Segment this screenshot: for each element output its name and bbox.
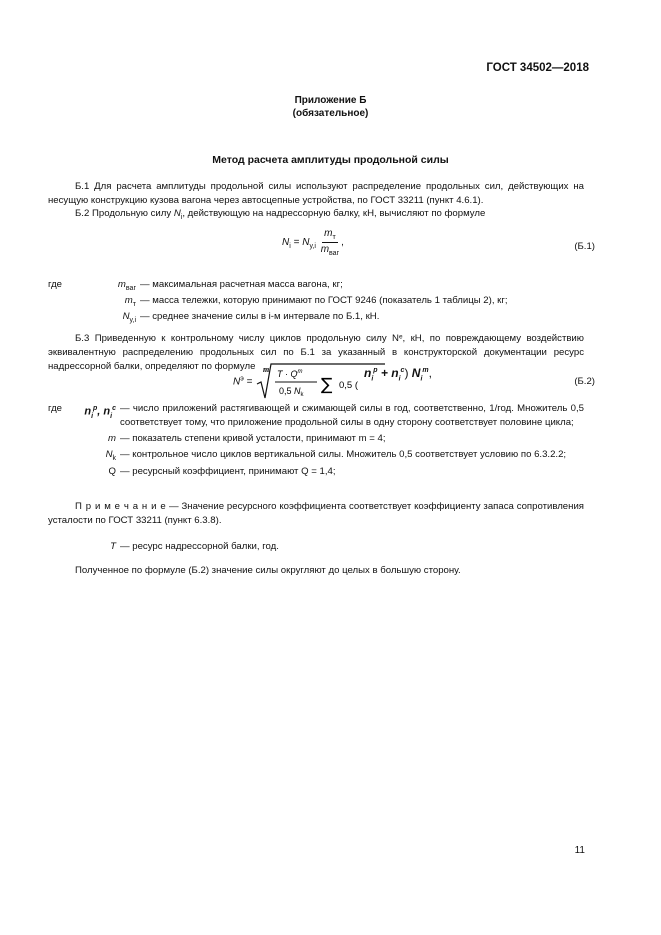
definition-symbol: $m_т$: [124, 295, 136, 308]
definition-symbol: $N_k$: [105, 449, 116, 462]
paragraph-b2-end: , действующую на надрессорную балку, кН, вычисляют по формуле: [182, 208, 486, 219]
definition-text: — число приложений растягивающей и сжимающей силы в год, соответственно, 1/год. Множитель 0,5 соответствует тому, что приложение продольной силы в одну сторону соответствует половине цикла;: [120, 403, 584, 428]
definition-text: — ресурс надрессорной балки, год.: [120, 541, 279, 552]
equation-number-b2: (Б.2): [574, 376, 595, 387]
svg-text:T · Qm: $T \cdot Q^m$: [277, 369, 303, 379]
definition-text: — максимальная расчетная масса вагона, кг;: [140, 279, 343, 290]
formula-b2: $N^э$ = m $T \cdot Q^m$ 0,5 $N_k$ ∑ 0,5 (: [233, 362, 387, 402]
svg-text:∑: ∑: [321, 375, 333, 395]
definition-symbol: $N_{y,i}$: [122, 311, 136, 324]
equation-number-b1: (Б.1): [574, 241, 595, 252]
definition-symbol: m: [108, 433, 116, 444]
definition-text: — показатель степени кривой усталости, принимают m = 4;: [120, 433, 386, 444]
paragraph-b2-start: Б.2 Продольную силу: [75, 208, 174, 219]
definition-lead: где: [48, 403, 63, 414]
formula-b2-tail: $n_i^p + n_i^c$) $N_i^m$,: [364, 366, 432, 383]
paragraph-final: Полученное по формуле (Б.2) значение силы округляют до целых в большую сторону.: [75, 565, 461, 576]
definition-text: — контрольное число циклов вертикальной силы. Множитель 0,5 соответствует условию по 6.3.2.2;: [120, 449, 567, 460]
note: [48, 500, 584, 528]
svg-text:0,5 (: 0,5 (: [339, 380, 359, 391]
appendix-title: Приложение Б: [294, 95, 367, 106]
definition-text: — масса тележки, которую принимают по ГОСТ 9246 (показатель 1 таблицы 2), кг;: [140, 295, 508, 306]
note-label: П р и м е ч а н и е: [75, 501, 167, 512]
definition-lead: где: [48, 279, 63, 290]
appendix-subtitle: (обязательное): [292, 108, 369, 119]
definition-symbol: $n_i^p$, $n_i^c$: [84, 405, 116, 420]
definition-symbol: $m_{ваг}$: [117, 279, 136, 292]
formula-b1: $N_i = N_{y,i}$ $\frac{m_т}{m_{ваг}}$ ,: [282, 228, 344, 257]
paragraph-b1: Б.1 Для расчета амплитуды продольной силы используют распределение продольных сил, действующих на несущую конструкцию кузова вагона через автосцепные устройства, по ГОСТ 33211 (пункт 4.6.1).: [48, 181, 584, 206]
definition-text: — среднее значение силы в i-м интервале по Б.1, кН.: [140, 311, 380, 322]
definition-text: — ресурсный коэффициент, принимают Q = 1,4;: [120, 466, 336, 477]
svg-text:0,5 Nk: 0,5 $N_k$: [279, 386, 304, 398]
standard-header: ГОСТ 34502—2018: [486, 62, 589, 74]
svg-text:m: m: [263, 365, 270, 374]
definition-symbol: T: [110, 541, 116, 552]
definition-symbol: Q: [108, 466, 116, 477]
paragraph-b3: Б.3 Приведенную к контрольному числу циклов продольную силу Nᵉ, кН, по повреждающему воздействию эквивалентную распределению продольных сил по Б.1 за указанный в конструкторской документации ресурс надрессорной балки, определяют по формуле: [48, 333, 584, 372]
section-title: Метод расчета амплитуды продольной силы: [212, 154, 449, 166]
paragraph-b2: Б.2 Продольную силу $N_i$, действующую на надрессорную балку, кН, вычисляют по формуле: [75, 208, 486, 221]
note-text: — Значение ресурсного коэффициента соответствует коэффициенту запаса сопротивления усталости по ГОСТ 33211 (пункт 6.3.8).: [48, 501, 584, 526]
page-number: 11: [574, 845, 585, 856]
